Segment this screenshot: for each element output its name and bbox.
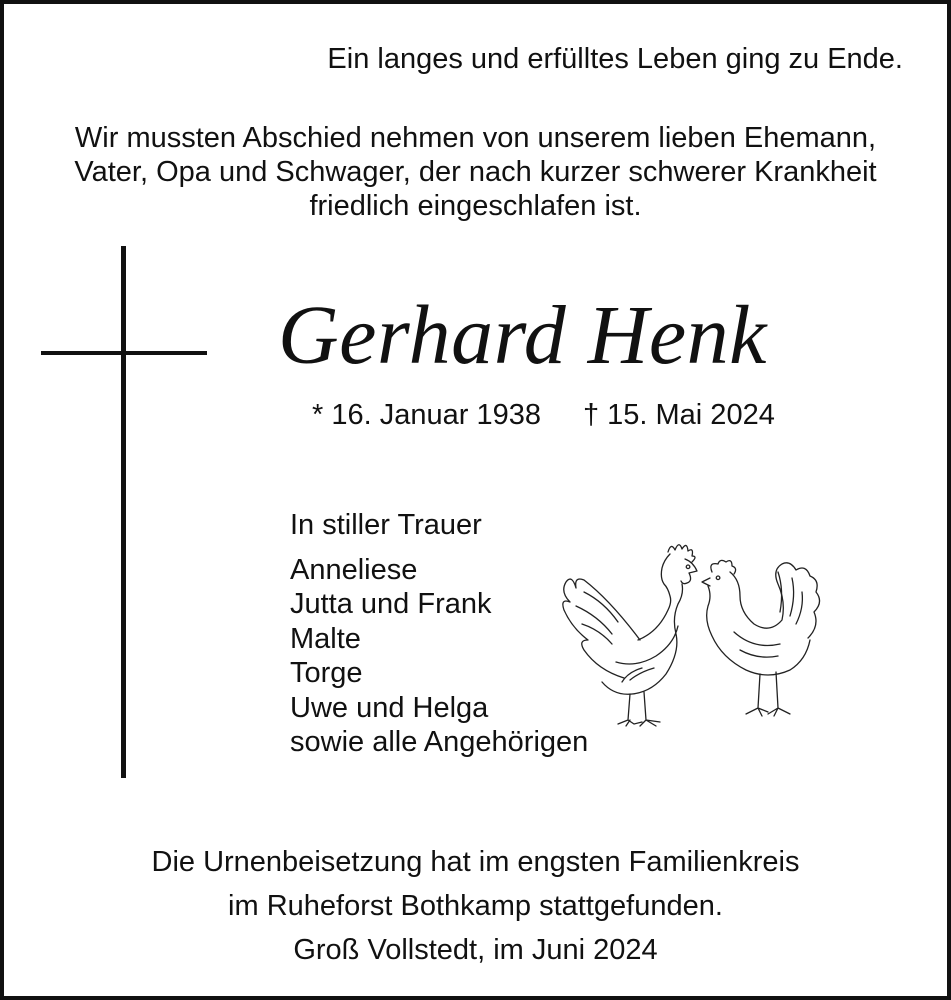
mourner-name: Uwe und Helga	[290, 691, 489, 724]
cross-vertical-bar	[121, 246, 126, 778]
mourner-list	[290, 553, 588, 760]
motto-line: Ein langes und erfülltes Leben ging zu Ende.	[327, 43, 903, 75]
mourners-block	[290, 508, 588, 760]
burial-place-line: im Ruheforst Bothkamp stattgefunden.	[228, 890, 723, 922]
cross-horizontal-bar	[41, 351, 207, 355]
life-dates	[312, 398, 775, 433]
deceased-name: Gerhard Henk	[278, 289, 767, 382]
birth-date: * 16. Januar 1938	[312, 399, 541, 431]
rooster-icon	[563, 545, 697, 726]
intro-line: friedlich eingeschlafen ist.	[309, 189, 642, 222]
intro-line: Vater, Opa und Schwager, der nach kurzer schwerer Krankheit	[74, 155, 877, 188]
intro-line: Wir mussten Abschied nehmen von unserem lieben Ehemann,	[74, 122, 877, 154]
mourner-name: sowie alle Angehörigen	[290, 726, 589, 759]
death-date: † 15. Mai 2024	[582, 399, 775, 431]
intro-text	[0, 122, 951, 224]
mourning-heading: In stiller Trauer	[290, 509, 482, 541]
hen-icon	[702, 560, 820, 716]
closing-text	[0, 840, 951, 972]
mourner-name: Anneliese	[290, 553, 418, 586]
mourner-name: Torge	[290, 657, 363, 690]
rooster-and-hen-illustration	[560, 532, 830, 732]
mourner-name: Jutta und Frank	[290, 588, 492, 621]
mourner-name: Malte	[290, 622, 361, 655]
place-date-line: Groß Vollstedt, im Juni 2024	[293, 934, 658, 966]
burial-line: Die Urnenbeisetzung hat im engsten Familienkreis	[151, 846, 800, 878]
